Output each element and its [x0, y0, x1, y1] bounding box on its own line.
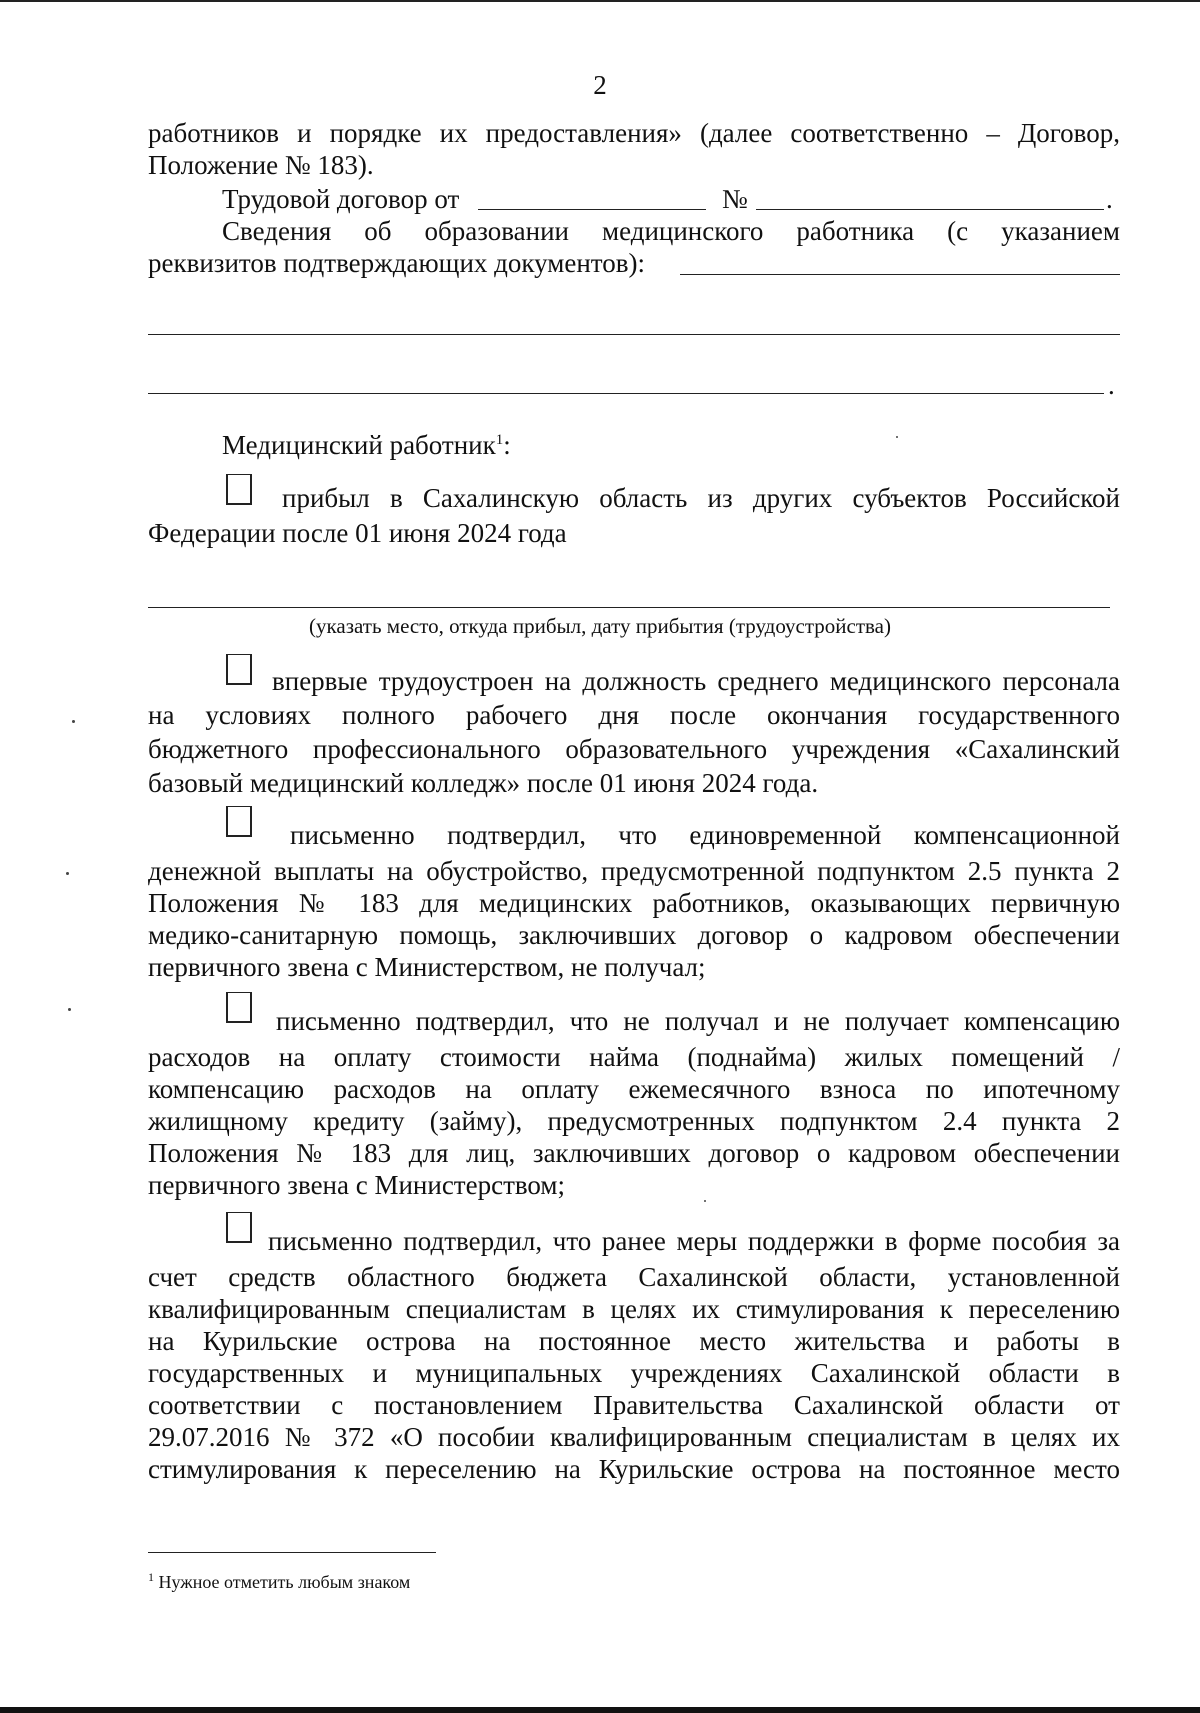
option-2-line-2: на условиях полного рабочего дня после окончания государственного: [148, 700, 1120, 730]
option-5-line-2: счет средств областного бюджета Сахалинской области, установленной: [148, 1262, 1120, 1292]
worker-heading-text: Медицинский работник: [222, 430, 496, 460]
option-4-line-2: расходов на оплату стоимости найма (поднайма) жилых помещений /: [148, 1042, 1120, 1072]
option-3-line-4: медико-санитарную помощь, заключивших договор о кадровом обеспечении: [148, 920, 1120, 950]
scan-edge: [0, 0, 1200, 2]
scan-edge: [0, 1707, 1200, 1713]
option-5-checkbox[interactable]: [226, 1212, 252, 1243]
option-2-line-3: бюджетного профессионального образовательного учреждения «Сахалинский: [148, 734, 1120, 764]
option-4-line-5: Положения № 183 для лиц, заключивших договор о кадровом обеспечении: [148, 1138, 1120, 1168]
option-4-line-3: компенсацию расходов на оплату ежемесячного взноса по ипотечному: [148, 1074, 1120, 1104]
option-3-line-2: денежной выплаты на обустройство, предусмотренной подпунктом 2.5 пункта 2: [148, 856, 1120, 886]
education-field-3[interactable]: [148, 393, 1104, 394]
option-4-checkbox[interactable]: [226, 992, 252, 1023]
contract-date-field[interactable]: [478, 209, 706, 210]
education-line-1: Сведения об образовании медицинского работника (с указанием: [222, 216, 1120, 246]
option-5-line-3: квалифицированным специалистам в целях их стимулирования к переселению: [148, 1294, 1120, 1324]
scan-speck: [896, 436, 898, 438]
option-5-line-6: соответствии с постановлением Правительства Сахалинской области от: [148, 1390, 1120, 1420]
option-1-checkbox[interactable]: [226, 474, 252, 505]
option-1-line-1: прибыл в Сахалинскую область из других субъектов Российской: [282, 483, 1120, 513]
scan-speck: [68, 1008, 71, 1011]
scan-speck: [72, 720, 75, 723]
option-2-line-4: базовый медицинский колледж» после 01 июня 2024 года.: [148, 768, 819, 798]
option-4-line-6: первичного звена с Министерством;: [148, 1170, 566, 1200]
contract-number-field[interactable]: [756, 209, 1104, 210]
option-5-line-5: государственных и муниципальных учреждениях Сахалинской области в: [148, 1358, 1120, 1388]
intro-line-2: Положение № 183).: [148, 150, 374, 180]
option-5-line-8: стимулирования к переселению на Курильские острова на постоянное место: [148, 1454, 1120, 1484]
option-1-line-2: Федерации после 01 июня 2024 года: [148, 518, 567, 548]
option-3-line-5: первичного звена с Министерством, не получал;: [148, 952, 706, 982]
option-2-checkbox[interactable]: [226, 654, 252, 685]
option-5-line-7: 29.07.2016 № 372 «О пособии квалифицированным специалистам в целях их: [148, 1422, 1120, 1452]
option-4-line-4: жилищному кредиту (займу), предусмотренных подпунктом 2.4 пункта 2: [148, 1106, 1120, 1136]
option-1-caption: (указать место, откуда прибыл, дату прибытия (трудоустройства): [309, 614, 891, 638]
footnote-separator: [148, 1552, 436, 1553]
footnote-ref: 1: [495, 432, 504, 448]
contract-label: Трудовой договор от: [222, 184, 460, 214]
option-1-place-field[interactable]: [148, 607, 1110, 608]
education-label: реквизитов подтверждающих документов):: [148, 248, 645, 278]
education-field-1[interactable]: [680, 274, 1120, 275]
scan-speck: [66, 872, 69, 875]
footnote-marker: 1: [148, 1570, 154, 1584]
worker-heading-colon: :: [503, 430, 511, 460]
option-3-checkbox[interactable]: [226, 806, 252, 837]
intro-line-1: работников и порядке их предоставления» (далее соответственно – Договор,: [148, 118, 1120, 148]
option-2-line-1: впервые трудоустроен на должность среднего медицинского персонала: [272, 666, 1120, 696]
footnote: [148, 1572, 410, 1593]
education-period: .: [1108, 370, 1115, 400]
option-3-line-1: письменно подтвердил, что единовременной компенсационной: [290, 820, 1120, 850]
option-3-line-3: Положения № 183 для медицинских работников, оказывающих первичную: [148, 888, 1120, 918]
option-5-line-4: на Курильские острова на постоянное место жительства и работы в: [148, 1326, 1120, 1356]
contract-number-sign: №: [722, 184, 748, 214]
scan-speck: [704, 1200, 706, 1202]
education-field-2[interactable]: [148, 334, 1120, 335]
option-5-line-1: письменно подтвердил, что ранее меры поддержки в форме пособия за: [268, 1226, 1120, 1256]
worker-heading: [222, 430, 511, 460]
option-4-line-1: письменно подтвердил, что не получал и не получает компенсацию: [276, 1006, 1120, 1036]
footnote-text: Нужное отметить любым знаком: [158, 1572, 411, 1592]
page-number: 2: [593, 70, 607, 100]
contract-period: .: [1106, 184, 1113, 214]
